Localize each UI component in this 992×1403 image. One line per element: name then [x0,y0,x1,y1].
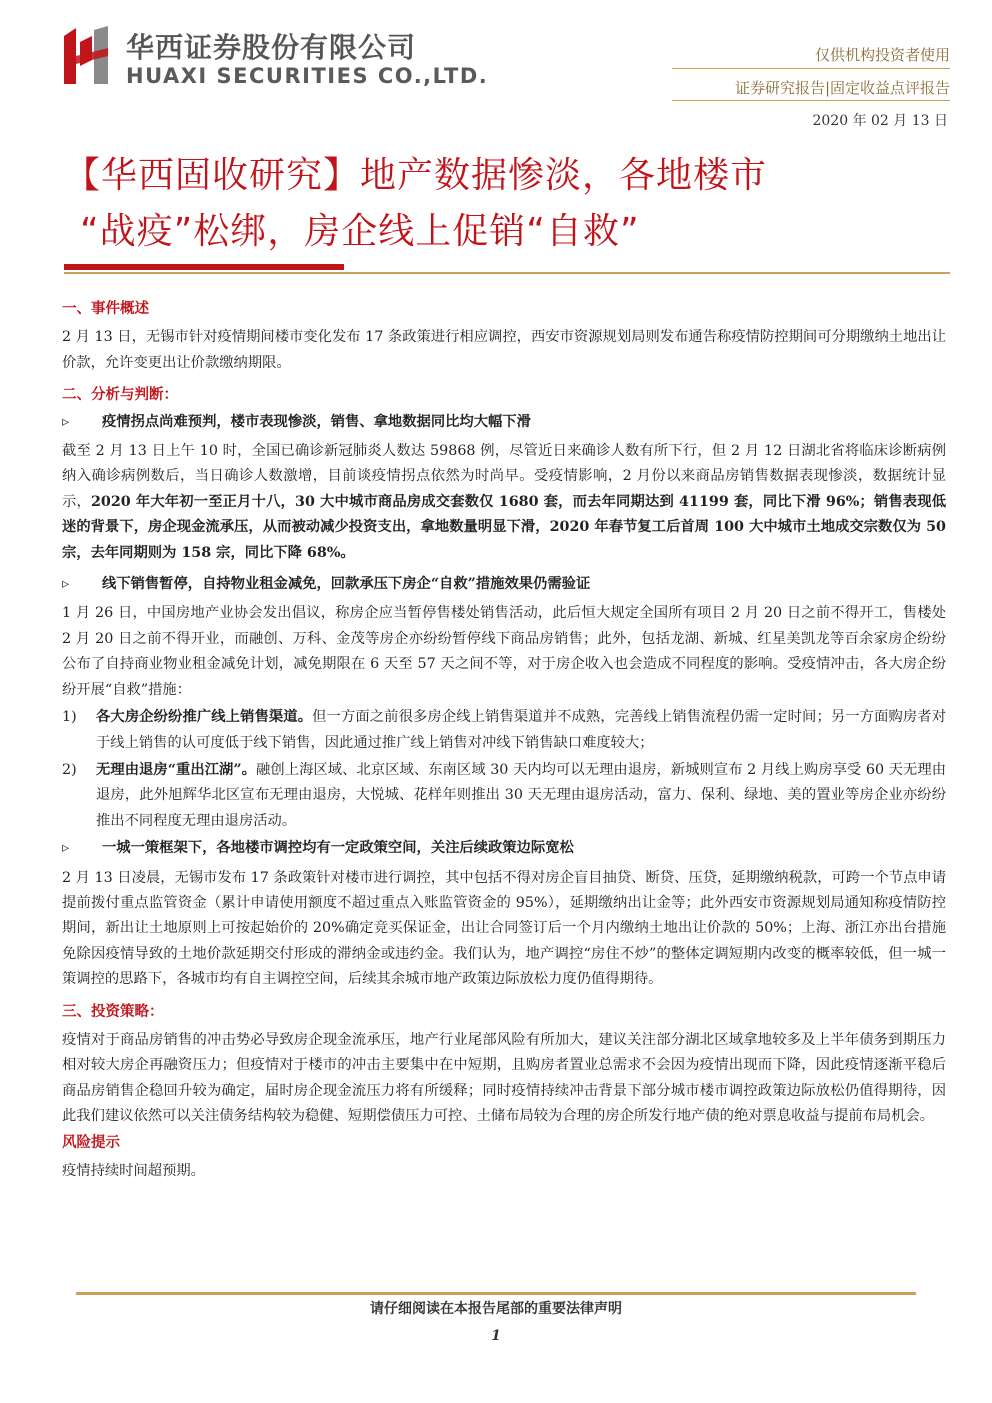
section-heading: 二、分析与判断： [62,386,178,404]
bullet-text: 线下销售暂停，自持物业租金减免，回款承压下房企“自救”措施效果仍需验证 [102,576,591,593]
title-line-2: “战疫”松绑，房企线上促销“自救” [80,211,640,252]
paragraph-text: 截至 2 月 13 日上午 10 时，全国已确诊新冠肺炎人数达 59868 例，尽管近日来确诊人数有所下行，但 2 月 12 日湖北省将临床诊断病例纳入确诊病例数后，当日确诊人数激增，目前谈疫情拐点依然为时尚早。受疫情影响，2 月份以来商品房销售数据表现惨淡，数据统计显示， [62,443,946,510]
triangle-bullet-icon: ▹ [62,413,70,430]
paragraph: 1 月 26 日，中国房地产业协会发出倡议，称房企应当暂停售楼处销售活动，此后恒大规定全国所有项目 2 月 20 日之前不得开工，售楼处 2 月 20 日之前不得开业，而融创、万科、金茂等房企亦纷纷暂停线下商品房销售；此外，包括龙湖、新城、红星美凯龙等百余家房企纷纷公布了自持商业物业租金减免计划，减免期限在 6 天至 57 天之间不等，对于房企收入也会造成不同程度的影响。受疫情冲击，各大房企纷纷开展“自救”措施： [62,605,946,698]
header-divider [672,100,950,101]
section-heading: 一、事件概述 [62,300,149,317]
footer-divider [76,1292,916,1295]
report-body [62,292,946,1190]
risk-heading: 风险提示 [62,1133,120,1151]
paragraph [62,439,946,566]
triangle-bullet-icon: ▹ [62,576,70,593]
item-number: 1) [62,709,77,726]
report-date: 2020 年 02 月 13 日 [812,113,948,129]
page-number: 1 [491,1328,501,1344]
paragraph: 疫情对于商品房销售的冲击势必导致房企现金流承压，地产行业尾部风险有所加大，建议关注部分湖北区域拿地较多及上半年债务到期压力相对较大房企再融资压力；但疫情对于楼市的冲击主要集中在中短期，且购房者置业总需求不会因为疫情出现而下降，因此疫情逐渐平稳后商品房销售企稳回升较为确定，届时房企现金流压力将有所缓释；同时疫情持续冲击背景下部分城市楼市调控政策边际放松仍值得期待，因此我们建议依然可以关注债务结构较为稳健、短期偿债压力可控、土储布局较为合理的房企所发行地产债的绝对票息收益与提前布局机会。 [62,1031,946,1125]
bullet-point [62,836,946,861]
paragraph: 2 月 13 日凌晨，无锡市发布 17 条政策针对楼市进行调控，其中包括不得对房企盲目抽贷、断贷、压贷，延期缴纳税款，可跨一个节点申请提前拨付重点监管资金（累计申请使用额度不超过重点入账监管资金的 95%），延期缴纳出让金等；此外西安市资源规划局通知称疫情防控期间，新出让土地原则上可按起始价的 20%确定竞买保证金，出让合同签订后一个月内缴纳土地出让价款的 50%；上海、浙江亦出台措施免除因疫情导致的土地价款延期交付形成的滞纳金或违约金。我们认为，地产调控“房住不炒”的整体定调短期内改变的概率较低，但一城一策调控的思路下，各城市均有自主调控空间，后续其余城市地产政策边际放松力度仍值得期待。 [62,869,946,988]
item-text: 但一方面之前很多房企线上销售渠道并不成熟，完善线上销售流程仍需一定时间；另一方面购房者对于线上销售的认可度低于线下销售，因此通过推广线上销售对冲线下销售缺口难度较大； [96,709,947,751]
item-emphasis: 各大房企纷纷推广线上销售渠道。 [96,709,313,726]
company-name-en: HUAXI SECURITIES CO.,LTD. [126,64,489,88]
paragraph: 2 月 13 日，无锡市针对疫情期间楼市变化发布 17 条政策进行相应调控，西安市资源规划局则发布通告称疫情防控期间可分期缴纳土地出让价款，允许变更出让价款缴纳期限。 [62,329,946,371]
header-divider [672,68,950,69]
item-text: 融创上海区域、北京区域、东南区域 30 天内均可以无理由退房，新城则宣布 2 月线上购房享受 60 天无理由退房，此外旭辉华北区宣布无理由退房，大悦城、花样年则推出 30 天无理由退房活动，富力、保利、绿地、美的置业等房企业亦纷纷推出不同程度无理由退房活动。 [96,761,946,829]
legal-notice: 请仔细阅读在本报告尾部的重要法律声明 [370,1301,622,1317]
company-name-cn: 华西证券股份有限公司 [126,31,417,64]
bullet-text: 一城一策框架下，各地楼市调控均有一定政策空间，关注后续政策边际宽松 [102,840,574,857]
title-divider [64,272,950,274]
report-title [64,148,944,260]
section-heading: 三、投资策略： [62,1002,164,1020]
bullet-text: 疫情拐点尚难预判，楼市表现惨淡，销售、拿地数据同比均大幅下滑 [102,413,531,430]
report-type-label: 证券研究报告|固定收益点评报告 [734,79,950,97]
numbered-item [62,758,946,834]
huaxi-logo-icon [62,26,118,86]
title-accent-bar [64,264,344,270]
paragraph-emphasis: 2020 年大年初一至正月十八，30 大中城市商品房成交套数仅 1680 套，而去年同期达到 41199 套，同比下滑 96%；销售表现低迷的背景下，房企现金流承压，从而被动减少投资支出，拿地数量明显下滑，2020 年春节复工后首周 100 大中城市土地成交宗数仅为 50 宗，去年同期则为 158 宗，同比下降 68%。 [62,493,946,561]
numbered-item [62,705,946,756]
bullet-point [62,572,946,597]
paragraph: 疫情持续时间超预期。 [62,1163,205,1179]
title-line-1: 【华西固收研究】地产数据惨淡，各地楼市 [64,155,768,196]
bullet-point [62,410,946,435]
triangle-bullet-icon: ▹ [62,840,70,857]
item-emphasis: 无理由退房“重出江湖”。 [96,761,257,778]
audience-label: 仅供机构投资者使用 [814,46,950,64]
item-number: 2) [62,761,77,778]
